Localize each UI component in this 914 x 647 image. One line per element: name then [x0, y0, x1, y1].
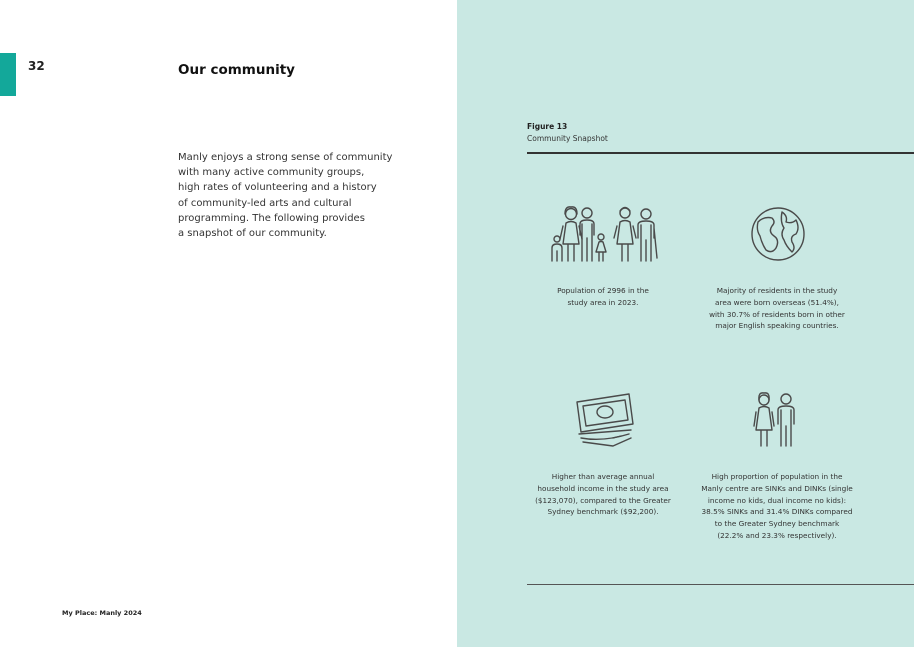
- figure-panel: [457, 0, 914, 647]
- stat-birthplace: [692, 285, 862, 332]
- stat-household-types: [692, 471, 862, 542]
- intro-paragraph: [178, 150, 418, 241]
- footer-doc-title: My Place: Manly 2024: [62, 609, 142, 617]
- stat-line: area were born overseas (51.4%),: [715, 297, 839, 307]
- globe-icon: [750, 206, 806, 262]
- stat-line: (22.2% and 23.3% respectively).: [717, 530, 837, 540]
- intro-line: with many active community groups,: [178, 167, 365, 179]
- stat-line: with 30.7% of residents born in other: [709, 309, 845, 319]
- intro-line: Manly enjoys a strong sense of community: [178, 152, 393, 163]
- page-number: 32: [28, 59, 45, 73]
- stat-population: [518, 285, 688, 309]
- figure-label: Figure 13: [527, 122, 568, 131]
- page-title: Our community: [178, 62, 295, 78]
- intro-line: a snapshot of our community.: [178, 228, 327, 240]
- stat-line: Manly centre are SINKs and DINKs (single: [701, 483, 853, 493]
- intro-line: of community-led arts and cultural: [178, 197, 352, 209]
- figure-bottom-rule: [527, 584, 914, 585]
- stat-line: study area in 2023.: [567, 297, 639, 307]
- family-icon: [549, 204, 661, 264]
- couple-icon: [753, 390, 799, 448]
- stat-line: Majority of residents in the study: [716, 286, 838, 295]
- stat-line: 38.5% SINKs and 31.4% DINKs compared: [701, 507, 853, 517]
- money-icon: [573, 390, 637, 450]
- stat-line: ($123,070), compared to the Greater: [535, 495, 671, 505]
- page-tab-marker: [0, 53, 16, 96]
- stat-line: Higher than average annual: [551, 472, 655, 481]
- stat-line: High proportion of population in the: [711, 472, 843, 481]
- stat-line: Population of 2996 in the: [557, 286, 649, 295]
- intro-line: programming. The following provides: [178, 212, 365, 224]
- stat-line: income no kids, dual income no kids):: [707, 495, 847, 505]
- stat-line: Sydney benchmark ($92,200).: [547, 507, 659, 517]
- figure-top-rule: [527, 152, 914, 154]
- intro-line: high rates of volunteering and a history: [178, 182, 377, 194]
- stat-line: to the Greater Sydney benchmark: [714, 519, 840, 529]
- figure-caption: Community Snapshot: [527, 134, 608, 143]
- stat-line: major English speaking countries.: [715, 321, 839, 331]
- stat-income: [518, 471, 688, 518]
- stat-line: household income in the study area: [537, 483, 669, 493]
